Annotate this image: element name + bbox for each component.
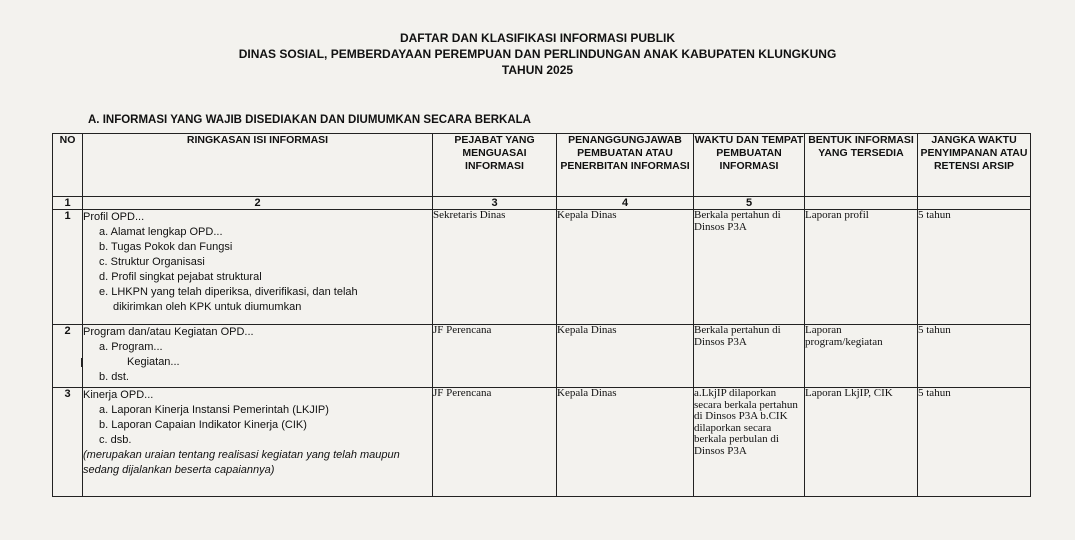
row-jangka: 5 tahun: [918, 388, 1031, 497]
row-summary-item: a. Program...: [99, 341, 163, 353]
header-agency: DINAS SOSIAL, PEMBERDAYAAN PEREMPUAN DAN PERLINDUNGAN ANAK KABUPATEN KLUNGKUNG: [238, 47, 837, 61]
row-waktu: Berkala pertahun di Dinsos P3A: [694, 210, 805, 325]
col-number: 4: [557, 197, 694, 210]
row-number: 2: [53, 325, 83, 388]
row-summary-item: dikirimkan oleh KPK untuk diumumkan: [113, 301, 302, 313]
col-header-no: NO: [53, 134, 83, 197]
row-summary-item: e. LHKPN yang telah diperiksa, diverifikasi, dan telah: [99, 286, 358, 298]
row-penanggungjawab: Kepala Dinas: [557, 210, 694, 325]
table-row: [53, 210, 1031, 325]
row-pejabat: Sekretaris Dinas: [433, 210, 557, 325]
col-header-bentuk: BENTUK INFORMASI YANG TERSEDIA: [805, 134, 918, 197]
col-number: 2: [83, 197, 433, 210]
header-year: TAHUN 2025: [501, 63, 574, 77]
row-summary: [83, 388, 433, 497]
col-header-waktu: WAKTU DAN TEMPAT PEMBUATAN INFORMASI: [694, 134, 805, 197]
table-row: [53, 388, 1031, 497]
row-jangka: 5 tahun: [918, 210, 1031, 325]
row-summary-note: (merupakan uraian tentang realisasi kegiatan yang telah maupun sedang dijalankan beserta capaiannya): [83, 449, 400, 476]
tick-mark: [81, 358, 82, 367]
row-summary-item: b. Laporan Capaian Indikator Kinerja (CIK): [99, 419, 307, 431]
row-penanggungjawab: Kepala Dinas: [557, 325, 694, 388]
row-summary-item: a. Alamat lengkap OPD...: [99, 226, 223, 238]
table-row: [53, 325, 1031, 388]
row-summary-item: a. Laporan Kinerja Instansi Pemerintah (LKJIP): [99, 404, 329, 416]
row-summary: [83, 210, 433, 325]
col-header-penanggungjawab: PENANGGUNGJAWAB PEMBUATAN ATAU PENERBITAN INFORMASI: [557, 134, 694, 197]
row-summary: [83, 325, 433, 388]
row-summary-item: d. Profil singkat pejabat struktural: [99, 271, 262, 283]
row-jangka: 5 tahun: [918, 325, 1031, 388]
row-summary-item: b. Tugas Pokok dan Fungsi: [99, 241, 233, 253]
row-pejabat: JF Perencana: [433, 325, 557, 388]
row-summary-item: Kegiatan...: [127, 356, 180, 368]
row-bentuk: Laporan profil: [805, 210, 918, 325]
row-summary-item: b. dst.: [99, 371, 129, 383]
information-table: [52, 133, 1031, 497]
col-number: 1: [53, 197, 83, 210]
row-summary-title: Kinerja OPD...: [83, 389, 154, 401]
row-waktu: Berkala pertahun di Dinsos P3A: [694, 325, 805, 388]
row-bentuk: Laporan LkjIP, CIK: [805, 388, 918, 497]
row-summary-title: Program dan/atau Kegiatan OPD...: [83, 326, 254, 338]
col-number: [805, 197, 918, 210]
col-number: 5: [694, 197, 805, 210]
row-waktu: a.LkjIP dilaporkan secara berkala pertahun di Dinsos P3A b.CIK dilaporkan secara berkala perbulan di Dinsos P3A: [694, 388, 805, 497]
document-header: [0, 30, 1075, 78]
col-header-ringkasan: RINGKASAN ISI INFORMASI: [83, 134, 433, 197]
row-summary-title: Profil OPD...: [83, 211, 145, 223]
col-number: 3: [433, 197, 557, 210]
header-title: DAFTAR DAN KLASIFIKASI INFORMASI PUBLIK: [399, 31, 676, 45]
col-header-jangka: JANGKA WAKTU PENYIMPANAN ATAU RETENSI ARSIP: [918, 134, 1031, 197]
row-summary-item-wrap: [83, 355, 432, 370]
row-pejabat: JF Perencana: [433, 388, 557, 497]
col-header-pejabat: PEJABAT YANG MENGUASAI INFORMASI: [433, 134, 557, 197]
row-penanggungjawab: Kepala Dinas: [557, 388, 694, 497]
row-summary-item: c. Struktur Organisasi: [99, 256, 205, 268]
col-number: [918, 197, 1031, 210]
row-number: 1: [53, 210, 83, 325]
row-bentuk: Laporan program/kegiatan: [805, 325, 918, 388]
row-summary-item: c. dsb.: [99, 434, 132, 446]
row-number: 3: [53, 388, 83, 497]
section-title: A. INFORMASI YANG WAJIB DISEDIAKAN DAN DIUMUMKAN SECARA BERKALA: [88, 114, 531, 126]
